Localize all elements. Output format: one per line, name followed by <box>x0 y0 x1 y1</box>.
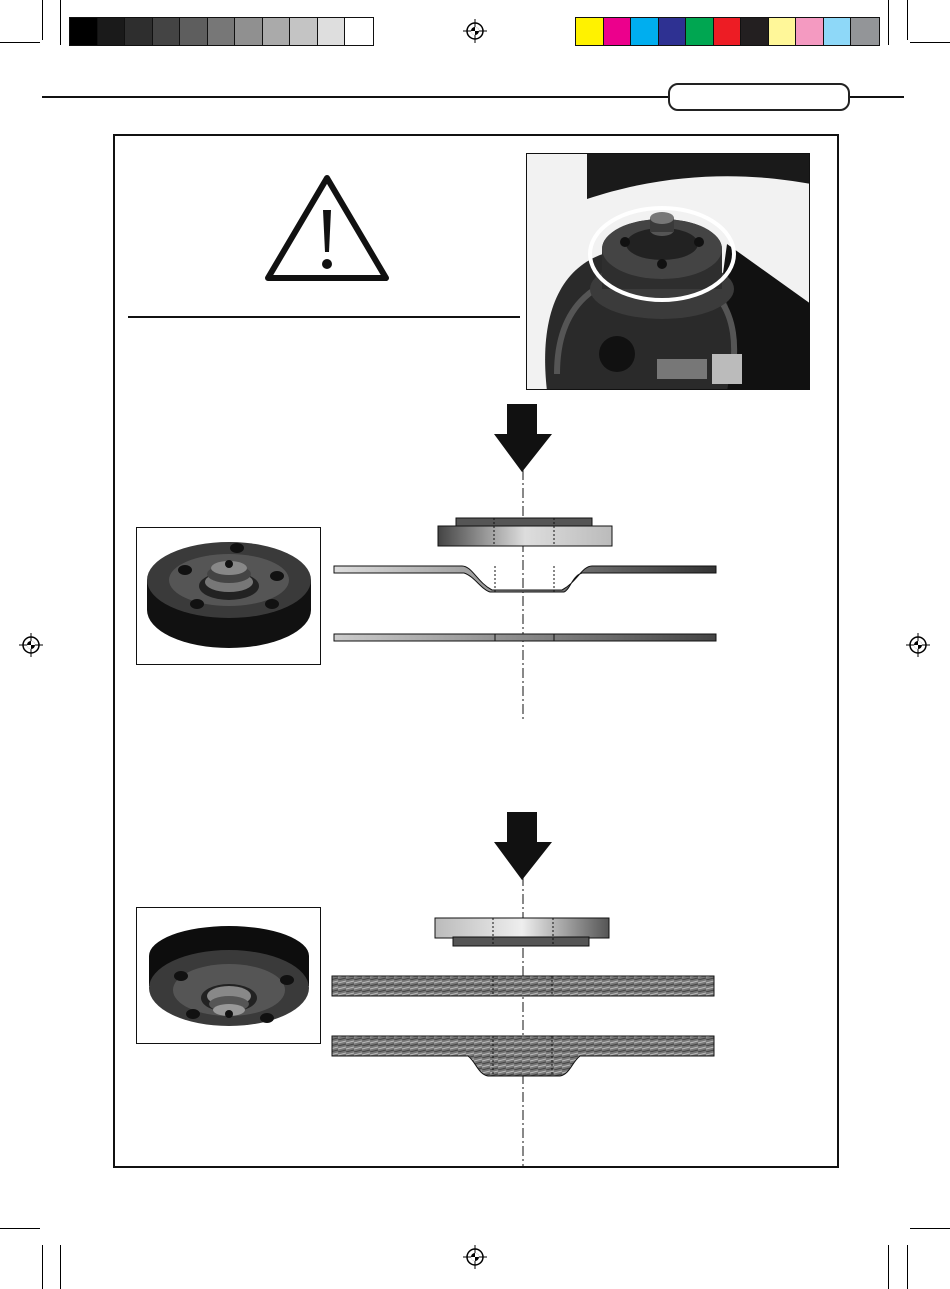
depressed-center-disc-diagram <box>332 562 720 596</box>
grayscale-swatch <box>180 18 208 45</box>
crop-mark <box>910 42 950 43</box>
color-swatch <box>659 18 687 45</box>
grayscale-swatch <box>290 18 318 45</box>
crop-mark <box>888 1245 889 1289</box>
crop-mark <box>60 1245 61 1289</box>
color-swatch <box>824 18 852 45</box>
registration-target-icon <box>463 1245 487 1269</box>
thick-depressed-center-disc-diagram <box>330 1034 716 1078</box>
crop-mark <box>910 1228 950 1229</box>
grayscale-swatch <box>153 18 181 45</box>
flat-disc-diagram <box>332 632 720 644</box>
color-swatch <box>769 18 797 45</box>
crop-mark <box>0 42 40 43</box>
flange-nut-photo-collar-down <box>136 907 321 1044</box>
crop-mark <box>888 0 889 45</box>
grayscale-swatch <box>318 18 346 45</box>
crop-mark <box>907 0 908 40</box>
grayscale-swatch <box>98 18 126 45</box>
thick-flat-disc-diagram <box>330 974 716 998</box>
grayscale-swatch <box>263 18 291 45</box>
color-swatch <box>604 18 632 45</box>
color-swatch <box>576 18 604 45</box>
registration-target-icon <box>19 633 43 657</box>
registration-target-icon <box>906 633 930 657</box>
registration-target-icon <box>463 19 487 43</box>
color-swatch <box>796 18 824 45</box>
section-tab <box>668 83 850 111</box>
crop-mark <box>42 0 43 40</box>
flange-nut-diagram <box>436 515 616 550</box>
color-swatch <box>714 18 742 45</box>
grinder-spindle-photo <box>526 153 810 390</box>
crop-mark <box>42 1245 43 1289</box>
down-arrow-icon <box>494 812 554 880</box>
center-axis-line <box>520 470 526 722</box>
flange-nut-inverted-diagram <box>433 916 613 950</box>
crop-mark <box>60 0 61 45</box>
grayscale-swatch <box>125 18 153 45</box>
grayscale-swatch <box>70 18 98 45</box>
grayscale-swatch <box>345 18 373 45</box>
warning-divider <box>128 316 520 318</box>
flange-nut-photo-collar-up <box>136 527 321 665</box>
crop-mark <box>907 1245 908 1289</box>
crop-mark <box>0 1228 40 1229</box>
down-arrow-icon <box>494 404 554 472</box>
warning-triangle-icon <box>262 172 392 284</box>
grayscale-swatch <box>208 18 236 45</box>
color-swatch <box>741 18 769 45</box>
color-swatch <box>631 18 659 45</box>
color-swatch <box>686 18 714 45</box>
color-swatch <box>851 18 879 45</box>
grayscale-swatch <box>235 18 263 45</box>
